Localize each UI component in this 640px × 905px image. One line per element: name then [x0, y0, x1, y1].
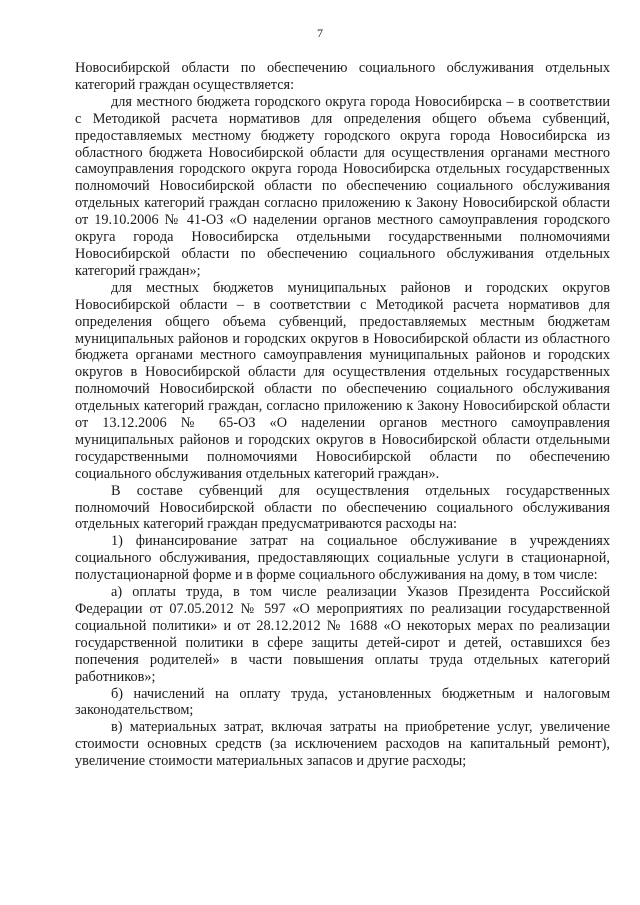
document-body: [75, 60, 610, 770]
paragraph-continuation: Новосибирской области по обеспечению социального обслуживания отдельных категорий граждан осуществляется:: [75, 60, 610, 93]
list-item-1: 1) финансирование затрат на социальное обслуживание в учреждениях социального обслуживания, предоставляющих социальные услуги в стационарной, полустационарной форме и в форме социального обслуживания на дому, в том числе:: [75, 533, 610, 584]
list-item-a: а) оплаты труда, в том числе реализации Указов Президента Российской Федерации от 07.05.2012 № 597 «О мероприятиях по реализации государственной социальной политики» и от 28.12.2012 № 1688 «О некоторых мерах по реализации государственной политики в сфере защиты детей-сирот и детей, оставшихся без попечения родителей» в части повышения оплаты труда отдельных категорий работников»;: [75, 584, 610, 685]
paragraph-subvention-composition: В составе субвенций для осуществления отдельных государственных полномочий Новосибирской области по обеспечению социального обслуживания отдельных категорий граждан предусматриваются расходы на:: [75, 482, 610, 533]
paragraph-municipal-budgets: для местных бюджетов муниципальных районов и городских округов Новосибирской области – в соответствии с Методикой расчета нормативов для определения общего объема субвенций, предоставляемых местным бюджетам муниципальных районов и городских округов в Новосибирской области из областного бюджета органами местного самоуправления муниципальных районов и городских округов в Новосибирской области для осуществления отдельных государственных полномочий Новосибирской области по обеспечению социального обслуживания отдельных категорий граждан, согласно приложению к Закону Новосибирской области от 13.12.2006 № 65-ОЗ «О наделении органов местного самоуправления муниципальных районов и городских округов в Новосибирской области отдельными государственными полномочиями Новосибирской области по обеспечению социального обслуживания отдельных категорий граждан».: [75, 279, 610, 482]
list-item-v: в) материальных затрат, включая затраты на приобретение услуг, увеличение стоимости основных средств (за исключением расходов на капитальный ремонт), увеличение стоимости материальных запасов и другие расходы;: [75, 719, 610, 770]
page-number: 7: [317, 26, 323, 40]
paragraph-novosibirsk-city-budget: для местного бюджета городского округа города Новосибирска – в соответствии с Методикой расчета нормативов для определения общего объема субвенций, предоставляемых местному бюджету городского округа города Новосибирска из областного бюджета Новосибирской области для осуществления органами местного самоуправления городского округа города Новосибирска отдельных государственных полномочий Новосибирской области по обеспечению социального обслуживания отдельных категорий граждан согласно приложению к Закону Новосибирской области от 19.10.2006 № 41-ОЗ «О наделении органов местного самоуправления городского округа города Новосибирска отдельными государственными полномочиями Новосибирской области по обеспечению социального обслуживания отдельных категорий граждан»;: [75, 93, 610, 279]
list-item-b: б) начислений на оплату труда, установленных бюджетным и налоговым законодательством;: [75, 685, 610, 719]
